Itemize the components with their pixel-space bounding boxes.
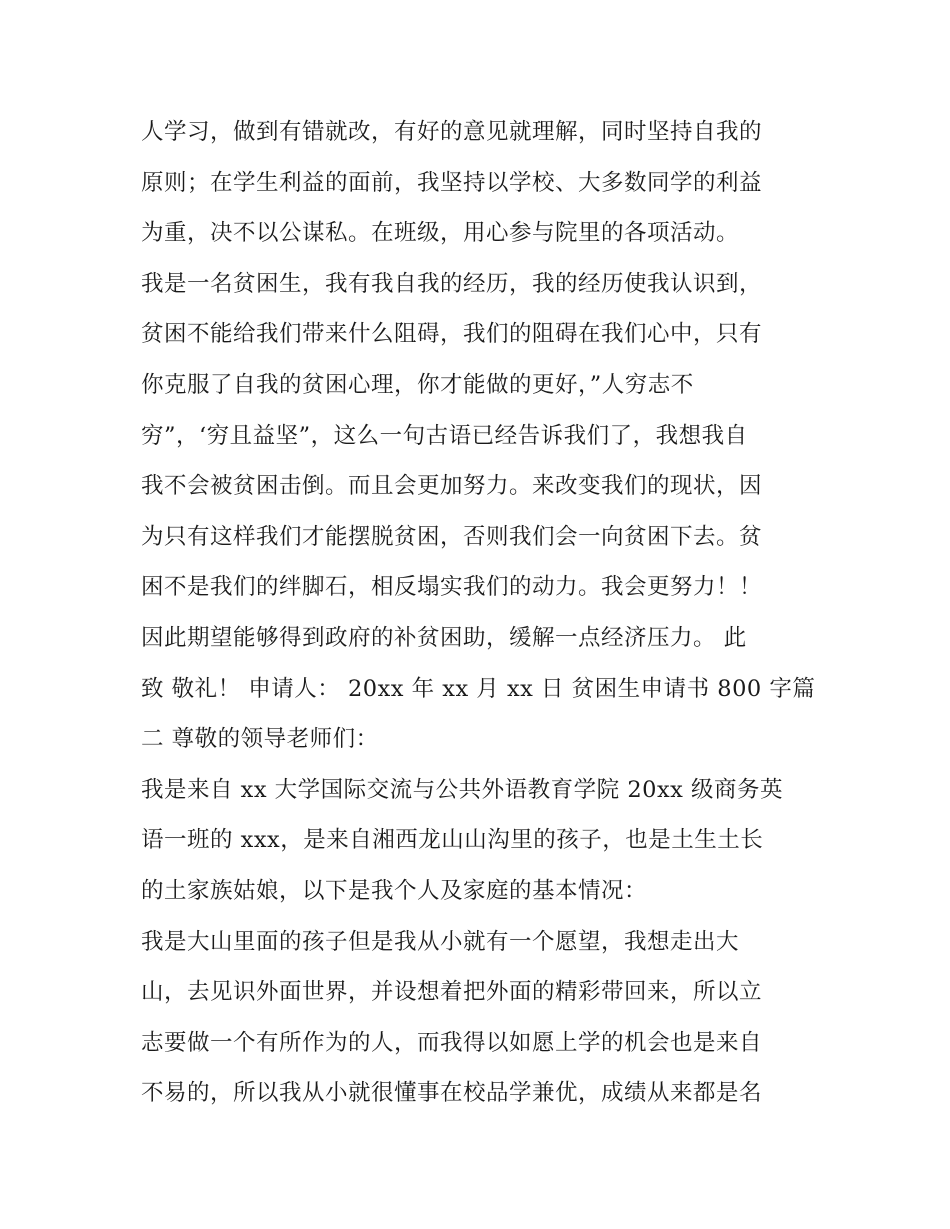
text-line: 为只有这样我们才能摆脱贫困，否则我们会一向贫困下去。贫	[141, 523, 763, 550]
text-line: 因此期望能够得到政府的补贫困助，缓解一点经济压力。 此	[141, 624, 747, 651]
text-line: 困不是我们的绊脚石，相反塌实我们的动力。我会更努力！！	[141, 574, 763, 601]
text-line: 我是来自 xx 大学国际交流与公共外语教育学院 20xx 级商务英	[141, 776, 783, 803]
text-line: 致 敬礼！ 申请人： 20xx 年 xx 月 xx 日 贫困生申请书 800 字篇	[141, 675, 816, 702]
text-line: 我是大山里面的孩子但是我从小就有一个愿望，我想走出大	[141, 928, 740, 955]
text-line: 二 尊敬的领导老师们：	[141, 726, 379, 753]
text-line: 我是一名贫困生，我有我自我的经历，我的经历使我认识到，	[141, 270, 763, 297]
text-line: 的土家族姑娘，以下是我个人及家庭的基本情况：	[141, 877, 648, 904]
body-text	[141, 107, 821, 1119]
text-line: 我不会被贫困击倒。而且会更加努力。来改变我们的现状，因	[141, 473, 763, 500]
text-line: 穷”，‘穷且益坚”，这么一句古语已经告诉我们了，我想我自	[141, 422, 748, 449]
text-line: 语一班的 xxx，是来自湘西龙山山沟里的孩子，也是土生土长	[141, 827, 764, 854]
text-line: 贫困不能给我们带来什么阻碍，我们的阻碍在我们心中，只有	[141, 321, 763, 348]
text-line: 原则；在学生利益的面前，我坚持以学校、大多数同学的利益	[141, 169, 763, 196]
text-line: 为重，决不以公谋私。在班级，用心参与院里的各项活动。	[141, 220, 740, 247]
text-line: 不易的，所以我从小就很懂事在校品学兼优，成绩从来都是名	[141, 1080, 763, 1107]
text-line: 人学习，做到有错就改，有好的意见就理解，同时坚持自我的	[141, 119, 763, 145]
text-line: 你克服了自我的贫困心理，你才能做的更好，”人穷志不	[141, 371, 694, 398]
text-line: 山，去见识外面世界，并设想着把外面的精彩带回来，所以立	[141, 979, 763, 1006]
text-line: 志要做一个有所作为的人，而我得以如愿上学的机会也是来自	[141, 1029, 763, 1056]
